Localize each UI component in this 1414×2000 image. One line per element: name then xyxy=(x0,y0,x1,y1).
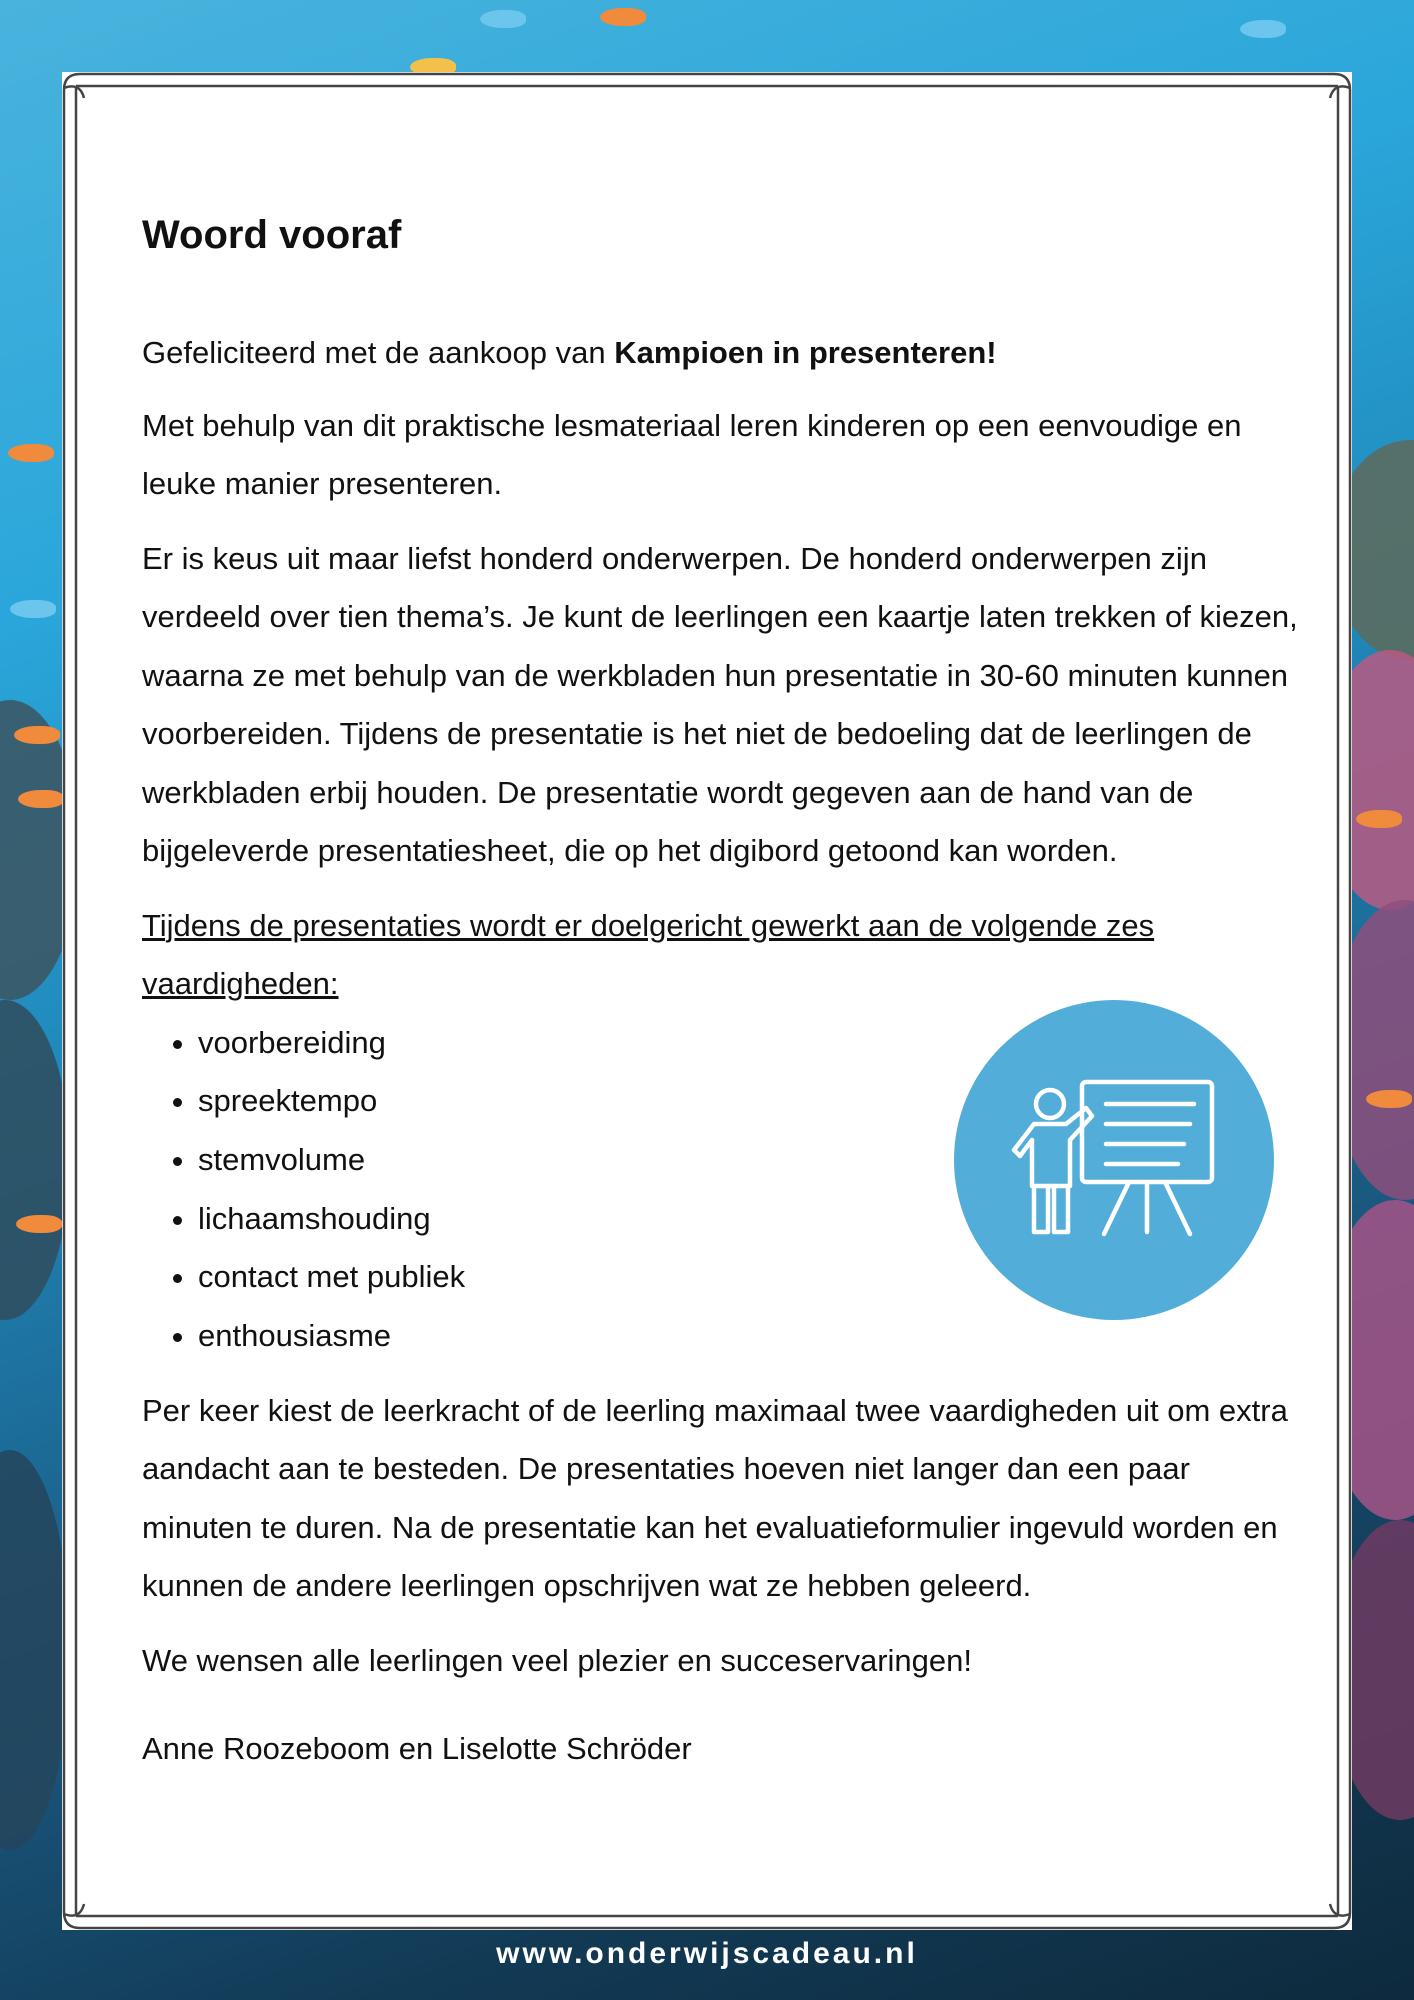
page-title: Woord vooraf xyxy=(142,213,402,257)
footer-url: www.onderwijscadeau.nl xyxy=(496,1937,918,1970)
signature: Anne Roozeboom en Liselotte Schröder xyxy=(142,1731,692,1767)
list-item: • lichaamshouding xyxy=(198,1190,1302,1249)
list-item: • stemvolume xyxy=(198,1131,1302,1190)
list-item: • contact met publiek xyxy=(198,1248,1302,1307)
paragraph-1: Met behulp van dit praktische lesmateriaal leren kinderen op een eenvoudige en leuke manier presenteren. xyxy=(142,407,1242,501)
document-body xyxy=(142,132,1302,1795)
paragraph-2: Er is keus uit maar liefst honderd onderwerpen. De honderd onderwerpen zijn verdeeld over tien thema’s. Je kunt de leerlingen een kaartje laten trekken of kiezen, waarna ze met behulp van de werkbladen hun presentatie in 30-60 minuten kunnen voorbereiden. Tijdens de presentatie is het niet de bedoeling dat de leerlingen de werkbladen erbij houden. De presentatie wordt gegeven aan de hand van de bijgeleverde presentatiesheet, die op het digibord getoond kan worden. xyxy=(142,540,1298,868)
list-item: • spreektempo xyxy=(198,1072,1302,1131)
intro-text: Gefeliciteerd met de aankoop van xyxy=(142,335,615,370)
presenter-whiteboard-icon xyxy=(954,1000,1274,1320)
skills-heading: Tijdens de presentaties wordt er doelgericht gewerkt aan de volgende zes vaardigheden: xyxy=(142,907,1155,1001)
list-item: • voorbereiding xyxy=(198,1014,1302,1073)
product-name: Kampioen in presenteren! xyxy=(614,335,997,370)
intro-paragraph xyxy=(142,324,1302,383)
paragraph-3: Per keer kiest de leerkracht of de leerling maximaal twee vaardigheden uit om extra aandacht aan te besteden. De presentaties hoeven niet langer dan een paar minuten te duren. Na de presentatie kan het evaluatieformulier ingevuld worden en kunnen de andere leerlingen opschrijven wat ze hebben geleerd. xyxy=(142,1392,1288,1604)
list-item: • enthousiasme xyxy=(198,1307,1302,1366)
page-card xyxy=(62,72,1352,1930)
closing-wish: We wensen alle leerlingen veel plezier en succeservaringen! xyxy=(142,1642,973,1678)
